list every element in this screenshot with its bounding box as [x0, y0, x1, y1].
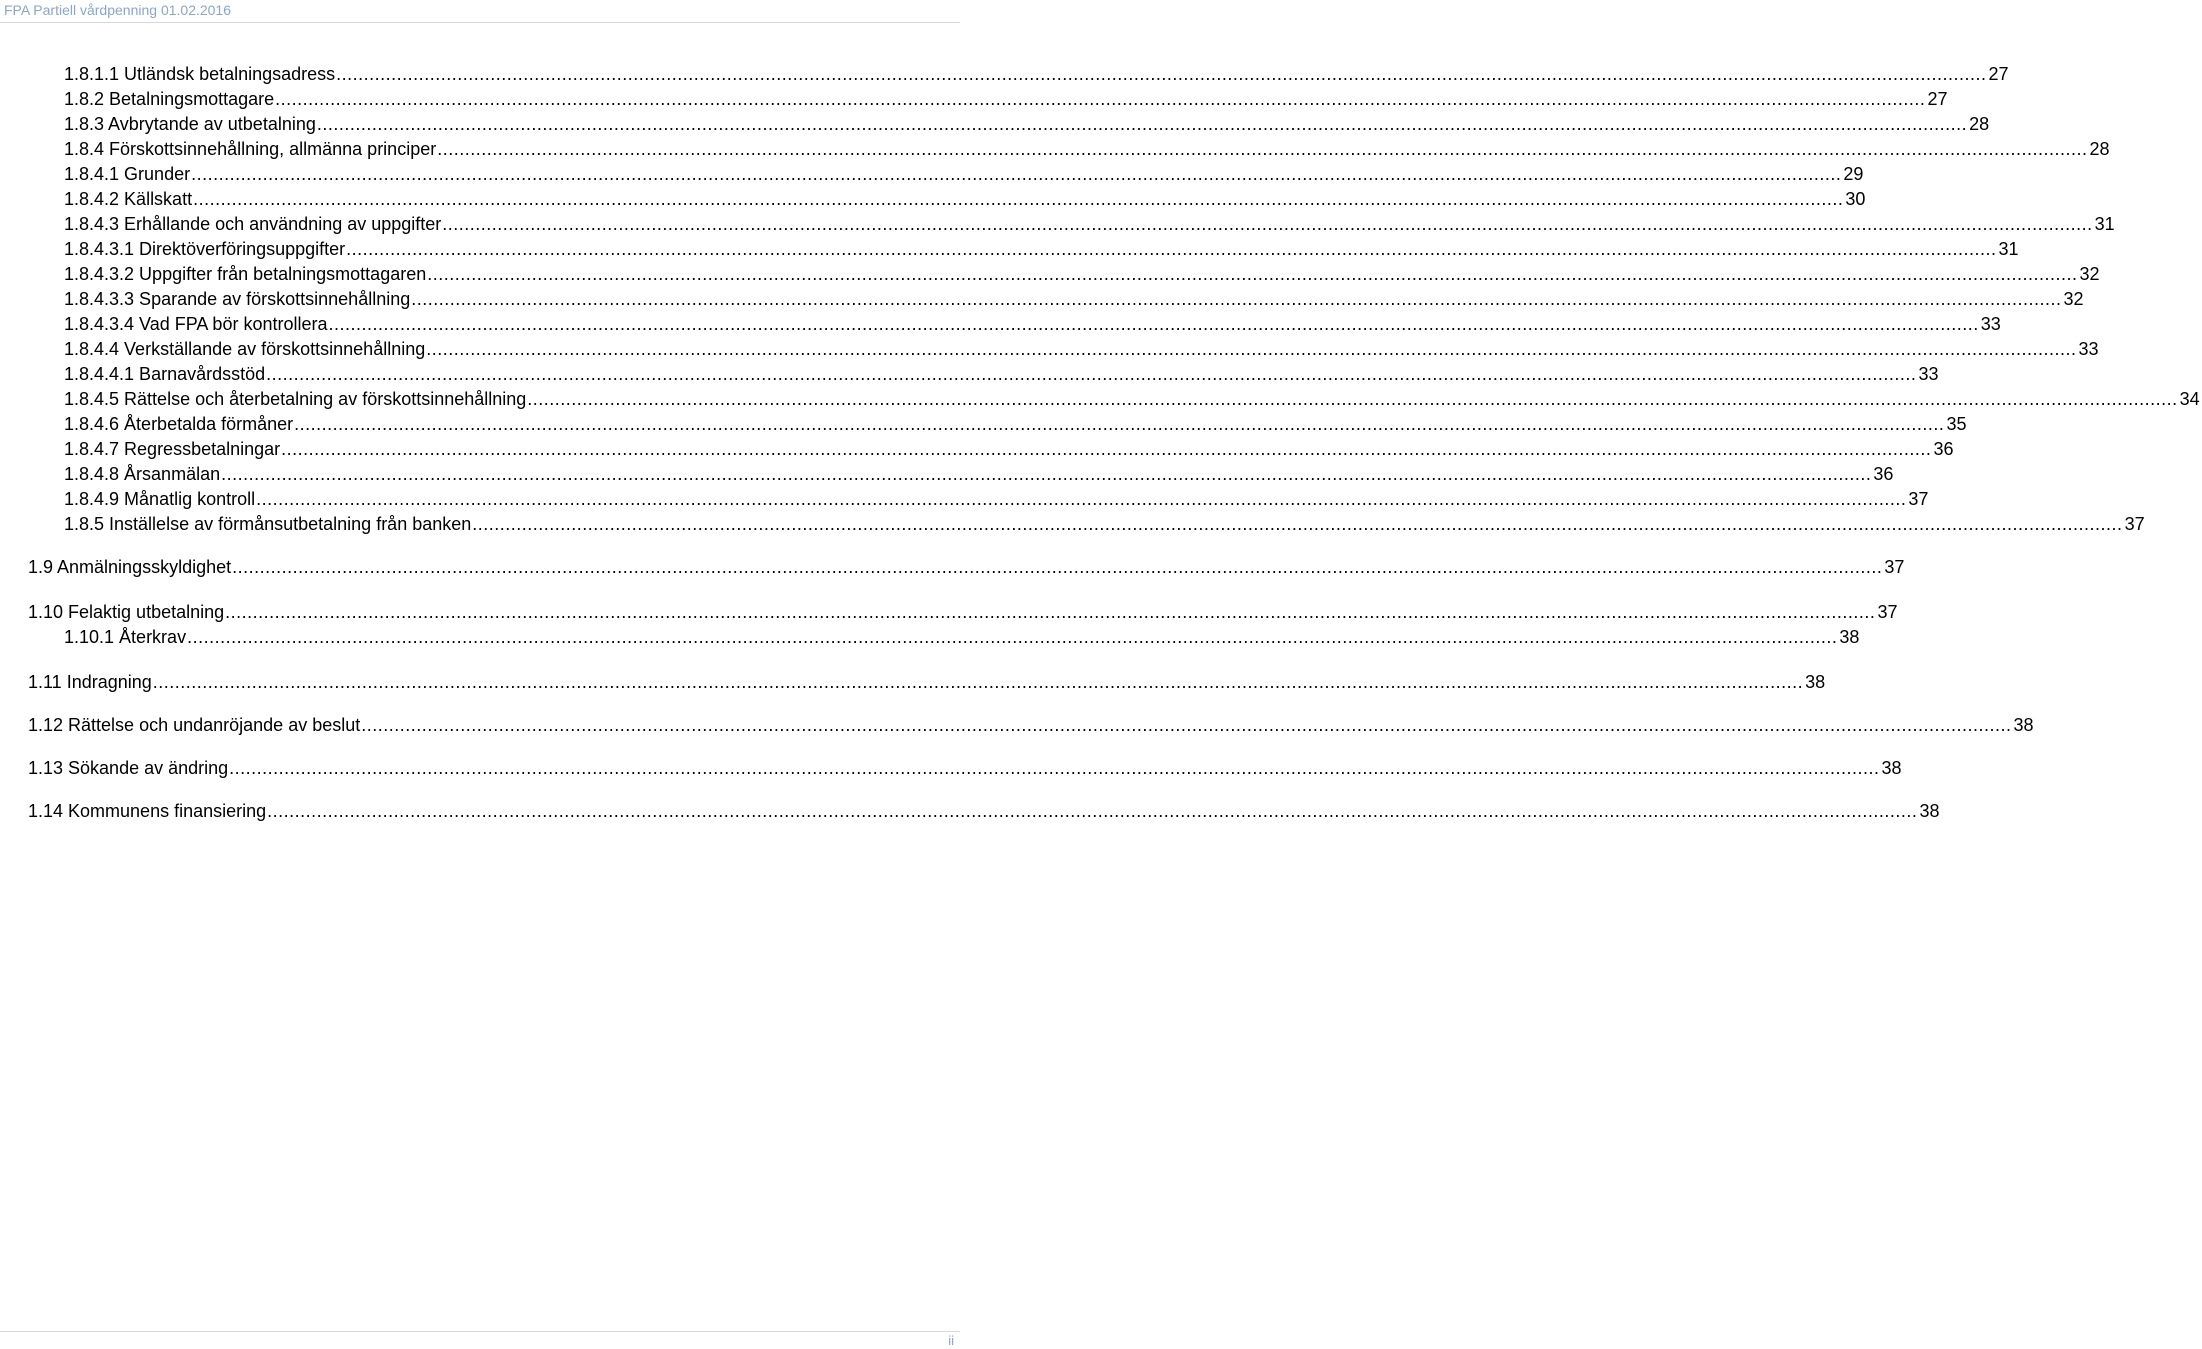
toc-entry-label: 1.8.4.7 Regressbetalningar: [64, 439, 281, 459]
toc-entry-label: 1.14 Kommunens finansiering: [28, 801, 267, 821]
toc-entry[interactable]: [64, 137, 2110, 162]
dot-leader: ............................................................................................................................................................................................................................................................................................................: [336, 64, 1987, 84]
dot-leader: ............................................................................................................................................................................................................................................................................................................: [152, 672, 1804, 692]
toc-entry[interactable]: [64, 237, 2019, 262]
toc-entry-page: 27: [1927, 89, 1948, 109]
footer-divider: [0, 1331, 960, 1332]
dot-leader: ............................................................................................................................................................................................................................................................................................................: [221, 464, 1872, 484]
dot-leader: ............................................................................................................................................................................................................................................................................................................: [193, 189, 1844, 209]
dot-leader: ............................................................................................................................................................................................................................................................................................................: [229, 758, 1880, 778]
toc-entry-label: 1.8.3 Avbrytande av utbetalning: [64, 114, 316, 134]
toc-entry[interactable]: [64, 387, 2200, 412]
toc-entry[interactable]: [64, 462, 1894, 487]
toc-entry-label: 1.8.4.2 Källskatt: [64, 189, 193, 209]
toc-entry-label: 1.8.4.5 Rättelse och återbetalning av förskottsinnehållning: [64, 389, 527, 409]
dot-leader: ............................................................................................................................................................................................................................................................................................................: [527, 389, 2178, 409]
toc-entry-page: 31: [1998, 239, 2019, 259]
dot-leader: ............................................................................................................................................................................................................................................................................................................: [294, 414, 1945, 434]
toc-entry-label: 1.12 Rättelse och undanröjande av beslut: [28, 715, 361, 735]
toc-entry-label: 1.8.1.1 Utländsk betalningsadress: [64, 64, 336, 84]
dot-leader: ............................................................................................................................................................................................................................................................................................................: [427, 264, 2078, 284]
toc-entry[interactable]: [64, 162, 1864, 187]
dot-leader: ............................................................................................................................................................................................................................................................................................................: [411, 289, 2062, 309]
toc-entry-page: 37: [1884, 557, 1905, 577]
toc-entry[interactable]: [64, 262, 2100, 287]
toc-entry-label: 1.13 Sökande av ändring: [28, 758, 229, 778]
toc-entry[interactable]: [64, 187, 1866, 212]
toc-entry-page: 32: [2079, 264, 2100, 284]
dot-leader: ............................................................................................................................................................................................................................................................................................................: [225, 602, 1876, 622]
toc-entry-page: 37: [2124, 514, 2145, 534]
toc-entry-page: 36: [1873, 464, 1894, 484]
toc-entry-label: 1.8.4.1 Grunder: [64, 164, 191, 184]
toc-entry[interactable]: [28, 713, 2034, 738]
dot-leader: ............................................................................................................................................................................................................................................................................................................: [442, 214, 2093, 234]
toc-entry-label: 1.8.4.4.1 Barnavårdsstöd: [64, 364, 266, 384]
toc-entry-page: 30: [1845, 189, 1866, 209]
toc-entry[interactable]: [64, 62, 2009, 87]
toc-entry-label: 1.8.4.4 Verkställande av förskottsinnehållning: [64, 339, 426, 359]
dot-leader: ............................................................................................................................................................................................................................................................................................................: [275, 89, 1926, 109]
toc-entry[interactable]: [64, 337, 2099, 362]
toc-entry-page: 37: [1908, 489, 1929, 509]
toc-entry-page: 27: [1988, 64, 2009, 84]
dot-leader: ............................................................................................................................................................................................................................................................................................................: [256, 489, 1907, 509]
dot-leader: ............................................................................................................................................................................................................................................................................................................: [328, 314, 1979, 334]
toc-entry-page: 28: [1969, 114, 1990, 134]
dot-leader: ............................................................................................................................................................................................................................................................................................................: [472, 514, 2123, 534]
toc-entry-label: 1.8.4.3.4 Vad FPA bör kontrollera: [64, 314, 328, 334]
dot-leader: ............................................................................................................................................................................................................................................................................................................: [267, 801, 1918, 821]
toc-entry[interactable]: [28, 670, 1826, 695]
toc-entry-page: 38: [1839, 627, 1860, 647]
toc-entry-label: 1.8.4.3 Erhållande och användning av uppgifter: [64, 214, 442, 234]
dot-leader: ............................................................................................................................................................................................................................................................................................................: [346, 239, 1997, 259]
toc-entry[interactable]: [28, 555, 1905, 580]
toc-entry-label: 1.10.1 Återkrav: [64, 627, 187, 647]
toc-entry-label: 1.8.4.3.2 Uppgifter från betalningsmottagaren: [64, 264, 427, 284]
toc-entry[interactable]: [64, 437, 1954, 462]
toc-entry-page: 38: [2013, 715, 2034, 735]
toc-entry-label: 1.8.5 Inställelse av förmånsutbetalning från banken: [64, 514, 472, 534]
toc-entry-label: 1.8.4.3.1 Direktöverföringsuppgifter: [64, 239, 346, 259]
toc-entry[interactable]: [64, 625, 1860, 650]
toc-entry-page: 32: [2063, 289, 2084, 309]
toc-entry-page: 31: [2094, 214, 2115, 234]
toc-entry-page: 33: [1980, 314, 2001, 334]
toc-entry-label: 1.9 Anmälningsskyldighet: [28, 557, 232, 577]
dot-leader: ............................................................................................................................................................................................................................................................................................................: [187, 627, 1838, 647]
dot-leader: ............................................................................................................................................................................................................................................................................................................: [361, 715, 2012, 735]
toc-entry-page: 28: [2089, 139, 2110, 159]
toc-entry-page: 35: [1946, 414, 1967, 434]
toc-entry-label: 1.8.4 Förskottsinnehållning, allmänna principer: [64, 139, 437, 159]
toc-entry-page: 33: [2078, 339, 2099, 359]
toc-entry-page: 34: [2179, 389, 2200, 409]
toc-entry-label: 1.8.2 Betalningsmottagare: [64, 89, 275, 109]
toc-entry-page: 38: [1881, 758, 1902, 778]
toc-entry-page: 38: [1805, 672, 1826, 692]
toc-entry-label: 1.8.4.9 Månatlig kontroll: [64, 489, 256, 509]
toc-entry-page: 29: [1843, 164, 1864, 184]
toc-entry-label: 1.11 Indragning: [28, 672, 152, 692]
dot-leader: ............................................................................................................................................................................................................................................................................................................: [281, 439, 1932, 459]
dot-leader: ............................................................................................................................................................................................................................................................................................................: [266, 364, 1917, 384]
toc-entry-label: 1.10 Felaktig utbetalning: [28, 602, 225, 622]
toc-entry[interactable]: [64, 512, 2145, 537]
toc-entry-page: 36: [1933, 439, 1954, 459]
toc-entry-label: 1.8.4.3.3 Sparande av förskottsinnehållning: [64, 289, 411, 309]
toc-entry[interactable]: [64, 87, 1948, 112]
running-header: FPA Partiell vårdpenning 01.02.2016: [4, 2, 232, 18]
toc-entry-page: 33: [1918, 364, 1939, 384]
toc-entry[interactable]: [28, 799, 1940, 824]
toc-entry-page: 38: [1919, 801, 1940, 821]
toc-entry[interactable]: [28, 756, 1902, 781]
dot-leader: ............................................................................................................................................................................................................................................................................................................: [437, 139, 2088, 159]
toc-entry[interactable]: [64, 112, 1990, 137]
toc-entry-page: 37: [1877, 602, 1898, 622]
toc-entry[interactable]: [64, 312, 2001, 337]
dot-leader: ............................................................................................................................................................................................................................................................................................................: [426, 339, 2077, 359]
toc-entry[interactable]: [64, 487, 1929, 512]
toc-entry[interactable]: [64, 412, 1967, 437]
dot-leader: ............................................................................................................................................................................................................................................................................................................: [232, 557, 1883, 577]
toc-entry[interactable]: [64, 362, 1939, 387]
footer-page-number: ii: [948, 1333, 954, 1348]
dot-leader: ............................................................................................................................................................................................................................................................................................................: [191, 164, 1842, 184]
toc-entry[interactable]: [28, 600, 1898, 625]
toc-entry-label: 1.8.4.8 Årsanmälan: [64, 464, 221, 484]
toc-entry[interactable]: [64, 212, 2115, 237]
dot-leader: ............................................................................................................................................................................................................................................................................................................: [316, 114, 1968, 134]
toc-entry[interactable]: [64, 287, 2084, 312]
toc-entry-label: 1.8.4.6 Återbetalda förmåner: [64, 414, 294, 434]
